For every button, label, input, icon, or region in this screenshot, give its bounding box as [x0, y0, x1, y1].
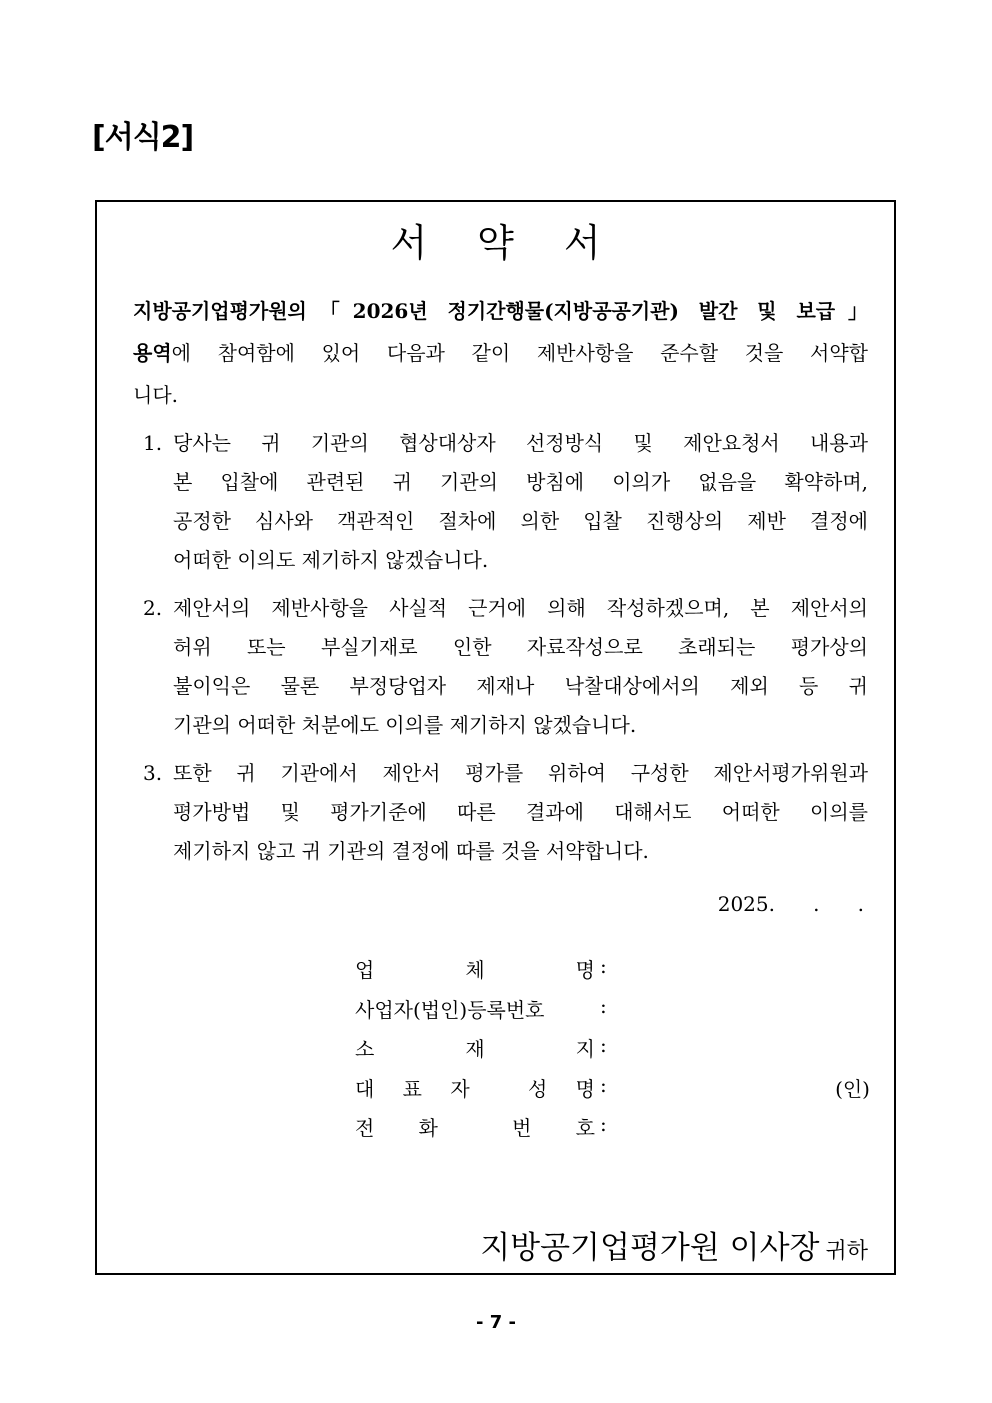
intro-line: 니다.	[133, 383, 178, 407]
page-number: - 7 -	[476, 1312, 516, 1333]
field-colon: :	[600, 1033, 607, 1057]
field-colon: :	[600, 1072, 607, 1097]
addressee-honorific: 귀하	[825, 1239, 868, 1264]
item-line: 허위 또는 부실기재로 인한 자료작성으로 초래되는 평가상의	[173, 635, 868, 659]
item-number: 2.	[143, 596, 163, 620]
item-line: 공정한 심사와 객관적인 절차에 의한 입찰 진행상의 제반 결정에	[173, 509, 868, 533]
item-line: 평가방법 및 평가기준에 따른 결과에 대해서도 어떠한 이의를	[173, 800, 868, 824]
pledge-items	[143, 424, 868, 880]
item-number: 3.	[143, 761, 163, 785]
field-label: 전 화 번 호	[355, 1116, 595, 1140]
field-phone-number	[355, 1112, 870, 1152]
item-line: 당사는 귀 기관의 협상대상자 선정방식 및 제안요청서 내용과	[173, 431, 868, 455]
item-line: 본 입찰에 관련된 귀 기관의 방침에 이의가 없음을 확약하며,	[173, 470, 868, 494]
item-line: 불이익은 물론 부정당업자 제재나 낙찰대상에서의 제외 등 귀	[173, 674, 868, 698]
document-title: 서약서	[390, 221, 651, 265]
form-label: [서식2]	[92, 120, 194, 155]
pledge-item-2	[143, 589, 868, 745]
intro-line: 용역에 참여함에 있어 다음과 같이 제반사항을 준수할 것을 서약합	[133, 341, 868, 365]
addressee-name: 지방공기업평가원 이사장	[480, 1230, 820, 1266]
field-business-registration-number	[355, 994, 870, 1034]
item-line: 또한 귀 기관에서 제안서 평가를 위하여 구성한 제안서평가위원과	[173, 761, 868, 785]
field-label: 소 재 지	[355, 1037, 595, 1061]
pledge-item-3	[143, 754, 868, 871]
field-representative-name	[355, 1073, 870, 1113]
addressee	[480, 1222, 868, 1267]
pledge-item-1	[143, 424, 868, 580]
item-line: 어떠한 이의도 제기하지 않겠습니다.	[173, 548, 489, 572]
item-line: 제기하지 않고 귀 기관의 결정에 따를 것을 서약합니다.	[173, 839, 649, 863]
field-label: 업 체 명	[355, 958, 595, 982]
item-line: 기관의 어떠한 처분에도 이의를 제기하지 않겠습니다.	[173, 713, 637, 737]
date-line: 2025. . .	[717, 892, 864, 916]
field-label: 대 표 자 성 명	[355, 1076, 595, 1101]
seal-mark: (인)	[835, 1076, 870, 1101]
item-line: 제안서의 제반사항을 사실적 근거에 의해 작성하겠으며, 본 제안서의	[173, 596, 868, 620]
field-colon: :	[600, 993, 607, 1018]
field-colon: :	[600, 1112, 607, 1136]
pledge-form-box	[95, 200, 896, 1275]
intro-line: 지방공기업평가원의「2026년 정기간행물(지방공공기관) 발간 및 보급」	[133, 299, 868, 323]
field-label: 사업자(법인)등록번호	[355, 997, 545, 1022]
signature-fields	[355, 954, 870, 1152]
intro-paragraph	[133, 290, 868, 416]
field-colon: :	[600, 954, 607, 978]
field-company-name	[355, 954, 870, 994]
item-number: 1.	[143, 431, 163, 455]
field-address	[355, 1033, 870, 1073]
